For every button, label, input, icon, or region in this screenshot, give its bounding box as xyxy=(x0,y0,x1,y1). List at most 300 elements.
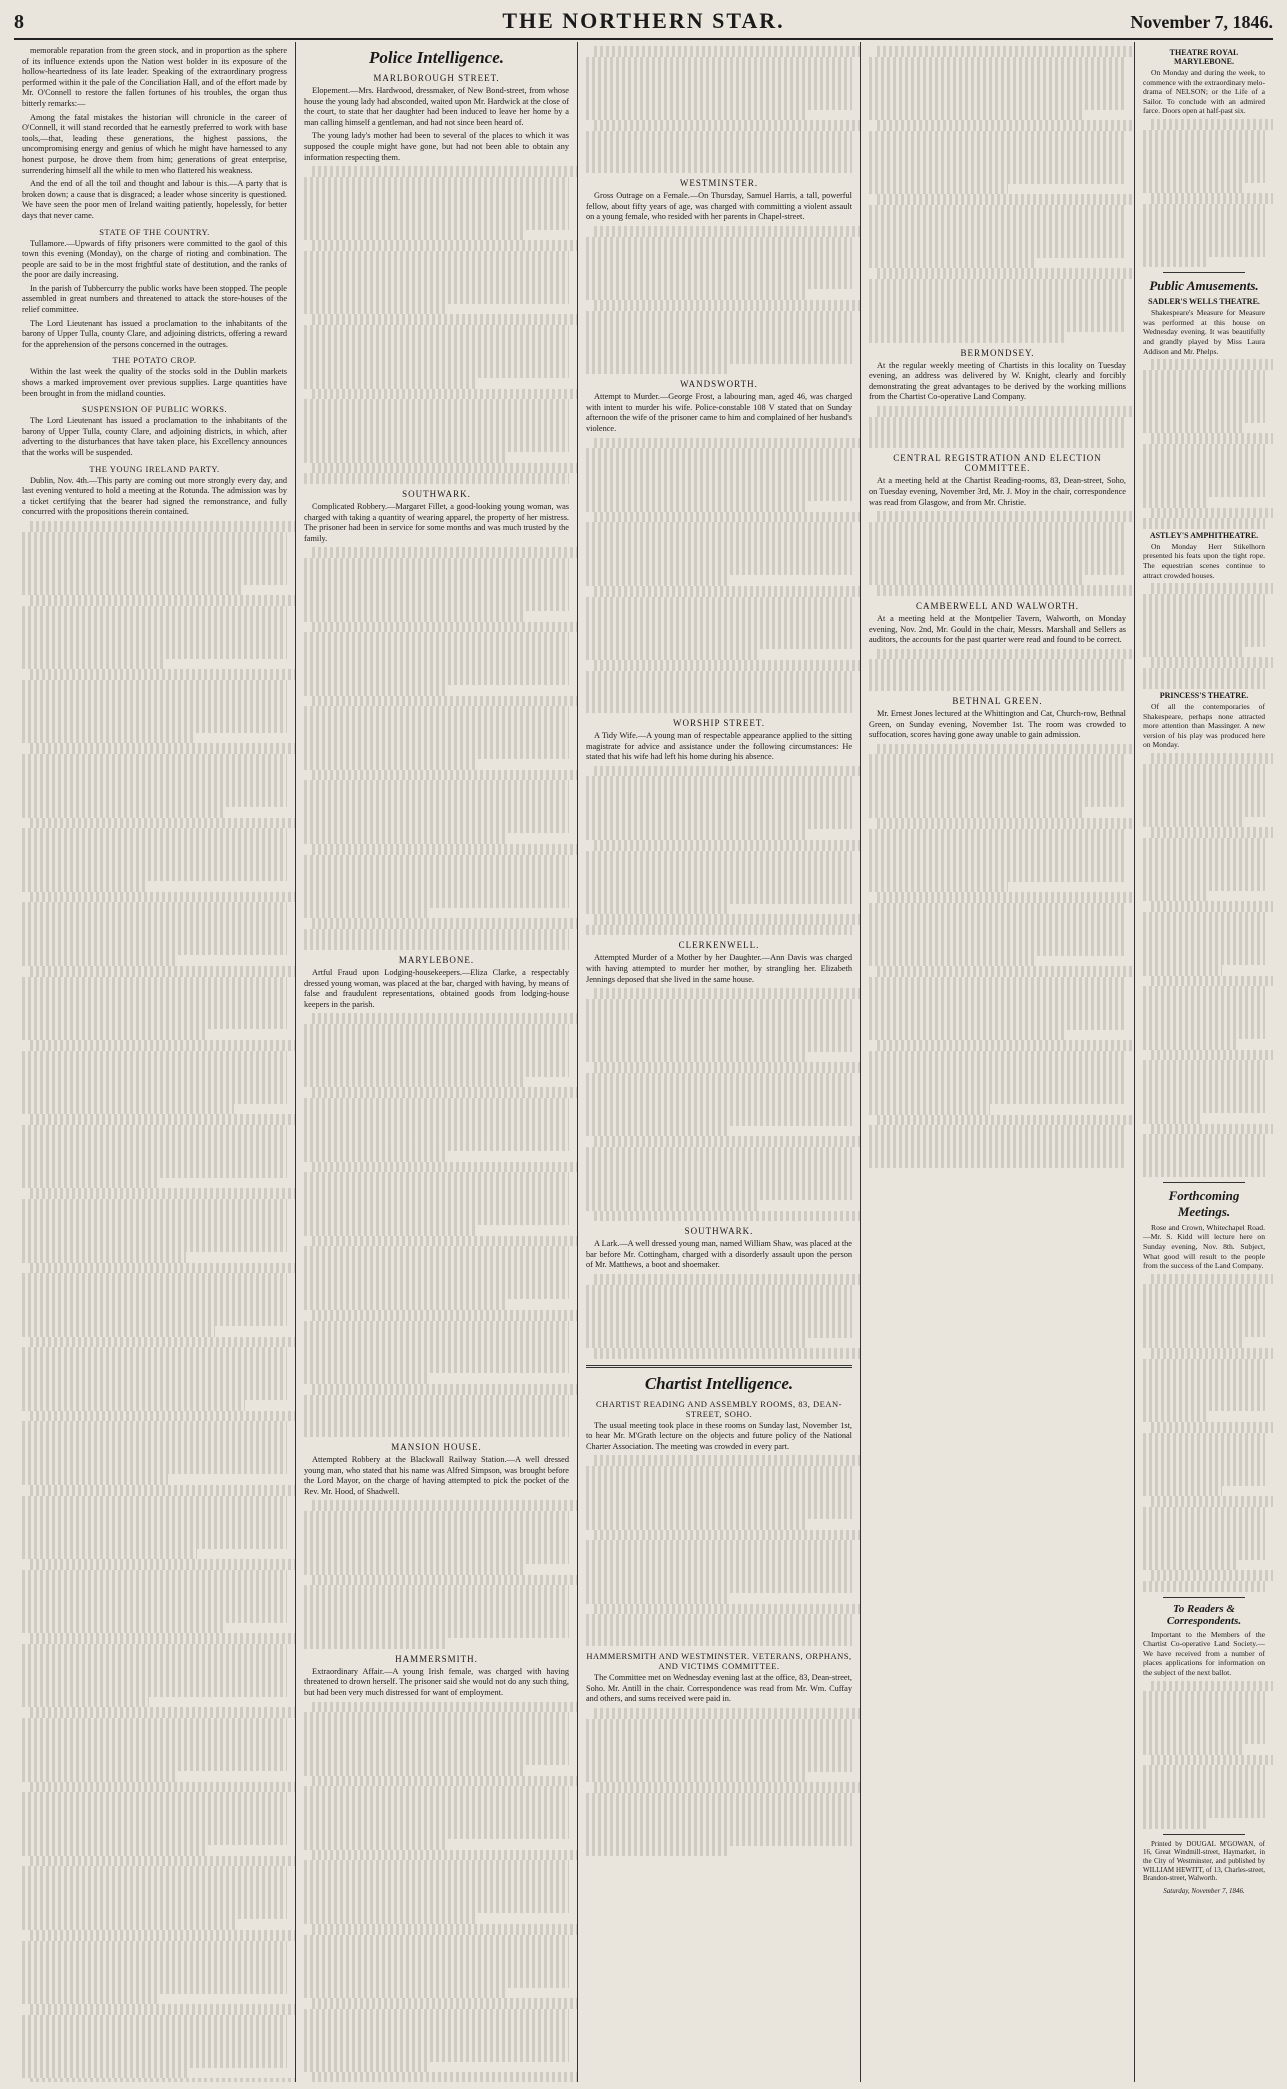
text-line xyxy=(22,977,287,988)
text-line xyxy=(586,342,852,353)
text-line xyxy=(304,1289,569,1300)
text-line xyxy=(304,1109,569,1120)
dense-text-block xyxy=(869,46,1126,343)
text-line xyxy=(304,1754,569,1765)
text-line xyxy=(869,279,1126,290)
text-line xyxy=(22,1919,237,1930)
article-paragraph: Among the fatal mistakes the historian will chronicle in the career of O'Connell, it will stand recorded that he earnestly preferred to work with base tools,—that, leading these generations, the highest passions, the uncompromising energy and genius of which he might have harnessed to any honest purpose, he drove them from him; generations of great enterprise, surrendering himself all the while to men who flattered his weakness. xyxy=(22,112,287,175)
text-line xyxy=(304,230,524,241)
text-line xyxy=(304,759,476,770)
text-line xyxy=(312,918,577,929)
text-line xyxy=(1143,944,1265,955)
dense-text-block xyxy=(1143,753,1265,1177)
text-line xyxy=(594,438,860,449)
text-line xyxy=(30,1633,295,1644)
text-line xyxy=(869,226,1126,237)
text-line xyxy=(1143,391,1265,402)
text-line xyxy=(22,1252,186,1263)
section-heading: SUSPENSION OF PUBLIC WORKS. xyxy=(81,404,228,415)
text-line xyxy=(869,532,1126,543)
text-line xyxy=(877,511,1134,522)
article-paragraph: Tullamore.—Upwards of fifty prisoners were committed to the gaol of this town this evening (Monday), on the charge of rioting and combination. The people are said to be in the most frightful state of destitution, and the ranks of the poor are daily increasing. xyxy=(22,238,287,280)
text-line xyxy=(304,1628,569,1639)
text-line xyxy=(22,1760,287,1771)
text-line xyxy=(869,913,1126,924)
text-line xyxy=(586,459,852,470)
text-line xyxy=(877,744,1134,755)
text-line xyxy=(1143,1327,1265,1338)
text-line xyxy=(22,1294,287,1305)
text-line xyxy=(304,1416,569,1427)
text-line xyxy=(1143,1443,1265,1454)
text-line xyxy=(312,622,577,633)
text-line xyxy=(586,522,852,533)
text-line xyxy=(586,268,852,279)
text-line xyxy=(22,1951,287,1962)
text-line xyxy=(1143,1411,1209,1422)
text-line xyxy=(586,925,852,936)
text-line xyxy=(869,1030,1064,1041)
text-line xyxy=(304,1617,569,1628)
text-line xyxy=(586,702,852,713)
text-line xyxy=(1143,986,1265,997)
imprint-date: Saturday, November 7, 1846. xyxy=(1163,1886,1245,1895)
text-line xyxy=(1143,1306,1265,1317)
text-line xyxy=(1143,1390,1265,1401)
dense-text-block xyxy=(869,406,1126,448)
text-line xyxy=(594,1274,860,1285)
text-line xyxy=(869,1093,1126,1104)
text-line xyxy=(22,1464,287,1475)
text-line xyxy=(594,226,860,237)
text-line xyxy=(22,1686,287,1697)
text-line xyxy=(22,1771,178,1782)
text-line xyxy=(304,727,569,738)
text-line xyxy=(869,184,1008,195)
public-amusements-heading: Public Amusements. xyxy=(1149,278,1259,294)
text-line xyxy=(594,1604,860,1615)
text-line xyxy=(304,1882,569,1893)
text-line xyxy=(1143,636,1265,647)
text-line xyxy=(304,1966,569,1977)
text-line xyxy=(1143,412,1265,423)
text-line xyxy=(586,332,852,343)
text-line xyxy=(1143,1401,1265,1412)
text-line xyxy=(312,1013,577,1024)
text-line xyxy=(22,1517,287,1528)
text-line xyxy=(304,1395,569,1406)
text-line xyxy=(586,1306,852,1317)
text-line xyxy=(22,1326,215,1337)
text-line xyxy=(586,1338,807,1349)
text-line xyxy=(304,611,524,622)
article-paragraph: A Lark.—A well dressed young man, named William Shaw, was placed at the bar before Mr. Cottingham, charged with a disorderly assault upon the person of Mr. Matthews, a boot and shoemaker. xyxy=(586,1239,852,1270)
text-line xyxy=(869,829,1126,840)
text-line xyxy=(1143,1007,1265,1018)
text-line xyxy=(586,1508,852,1519)
divider xyxy=(1163,272,1245,273)
text-line xyxy=(1151,359,1273,370)
text-line xyxy=(304,1024,569,1035)
text-line xyxy=(1143,1797,1265,1808)
dense-text-block xyxy=(869,649,1126,691)
text-line xyxy=(22,1368,287,1379)
text-line xyxy=(877,649,1134,660)
text-line xyxy=(1151,508,1273,519)
text-line xyxy=(1143,1359,1265,1370)
text-line xyxy=(30,1263,295,1274)
divider xyxy=(1163,1182,1245,1183)
text-line xyxy=(304,209,569,220)
text-line xyxy=(586,1083,852,1094)
article-paragraph: At the regular weekly meeting of Chartists in this locality on Tuesday evening, an address was delivered by W. Knight, clearly and forcibly demonstrating the great advantages to be derived by the working millions from the Chartist Co-operative Land Company. xyxy=(869,360,1126,402)
text-line xyxy=(594,1782,860,1793)
text-line xyxy=(304,1839,447,1850)
article-paragraph: Mr. Ernest Jones lectured at the Whittington and Cat, Church-row, Bethnal Green, on Sunday evening, November 1st. The room was crowded to suffocation, scores having gone away unable to gain admission. xyxy=(869,709,1126,740)
text-line xyxy=(869,321,1126,332)
text-line xyxy=(304,886,569,897)
text-line xyxy=(594,1062,860,1073)
text-line xyxy=(22,1909,287,1920)
text-line xyxy=(22,1390,287,1401)
text-line xyxy=(22,1813,287,1824)
chartist-intelligence-heading: Chartist Intelligence. xyxy=(644,1373,794,1393)
text-line xyxy=(304,1034,569,1045)
text-line xyxy=(1143,1018,1265,1029)
text-line xyxy=(586,1168,852,1179)
text-line xyxy=(586,1041,852,1052)
text-line xyxy=(304,1321,569,1332)
section-heading: BETHNAL GREEN. xyxy=(952,696,1043,707)
text-line xyxy=(869,88,1126,99)
text-line xyxy=(22,1231,287,1242)
text-line xyxy=(1143,785,1265,796)
text-line xyxy=(1151,1570,1273,1581)
section-heading: BERMONDSEY. xyxy=(960,347,1035,358)
text-line xyxy=(1143,1316,1265,1327)
text-line xyxy=(1143,1691,1265,1702)
notice-paragraph: Rose and Crown, Whitechapel Road.—Mr. S. Kidd will lecture here on Sunday evening, Nov. 8th. Subject, What good will result to the people from the success of the Land Company. xyxy=(1143,1222,1265,1271)
article-paragraph: And the end of all the toil and thought and labour is this.—A party that is broken down; a cause that is disgraced; a leader whose sincerity is questioned. We have seen the poor men of Ireland waiting patiently, hopelessly, for better days that never came. xyxy=(22,179,287,220)
text-line xyxy=(869,258,1036,269)
divider xyxy=(586,1365,852,1368)
text-line xyxy=(30,2078,295,2082)
text-line xyxy=(22,563,287,574)
text-line xyxy=(22,1072,287,1083)
text-line xyxy=(304,897,569,908)
text-line xyxy=(22,1527,287,1538)
text-line xyxy=(312,463,577,474)
text-line xyxy=(22,1718,287,1729)
text-line xyxy=(586,861,852,872)
article-paragraph: A Tidy Wife.—A young man of respectable appearance applied to the sitting magistrate for advice and assistance under the following circumstances: He stated that his wife had left his home during his absence. xyxy=(586,731,852,762)
text-line xyxy=(1151,583,1273,594)
dense-text-block xyxy=(304,166,569,484)
text-line xyxy=(877,892,1134,903)
text-line xyxy=(869,57,1126,68)
text-line xyxy=(586,1285,852,1296)
text-line xyxy=(304,420,569,431)
text-line xyxy=(22,849,287,860)
text-line xyxy=(586,110,807,121)
text-line xyxy=(304,1956,569,1967)
text-line xyxy=(304,780,569,791)
text-line xyxy=(304,336,569,347)
issue-date: November 7, 1846. xyxy=(1130,12,1273,32)
text-line xyxy=(1143,172,1265,183)
text-line xyxy=(586,607,852,618)
text-line xyxy=(869,1157,1126,1168)
text-line xyxy=(869,797,1126,808)
text-line xyxy=(1143,1295,1265,1306)
court-heading: MARLBOROUGH STREET. xyxy=(373,73,500,83)
text-line xyxy=(586,575,730,586)
text-line xyxy=(22,754,287,765)
text-line xyxy=(586,692,852,703)
text-line xyxy=(30,521,295,532)
text-line xyxy=(594,914,860,925)
text-line xyxy=(869,956,1036,967)
text-line xyxy=(304,1765,524,1776)
text-line xyxy=(22,606,287,617)
text-line xyxy=(22,1941,287,1952)
text-line xyxy=(586,1498,852,1509)
text-line xyxy=(594,660,860,671)
text-line xyxy=(1143,1039,1236,1050)
text-line xyxy=(304,304,447,315)
text-line xyxy=(304,865,569,876)
text-line xyxy=(22,1178,157,1189)
text-line xyxy=(22,1994,160,2005)
text-line xyxy=(586,1052,807,1063)
text-line xyxy=(586,618,852,629)
text-line xyxy=(22,1570,287,1581)
text-line xyxy=(304,643,569,654)
columns xyxy=(14,42,1273,2082)
text-line xyxy=(22,1835,287,1846)
text-line xyxy=(869,807,1082,818)
text-line xyxy=(22,1421,287,1432)
text-line xyxy=(1143,130,1265,141)
text-line xyxy=(304,262,569,273)
text-line xyxy=(869,575,1082,586)
text-line xyxy=(1143,161,1265,172)
text-line xyxy=(586,67,852,78)
text-line xyxy=(1143,1028,1265,1039)
text-line xyxy=(869,1062,1126,1073)
section-heading: CENTRAL REGISTRATION AND ELECTION COMMITTEE. xyxy=(893,453,1102,474)
text-line xyxy=(586,88,852,99)
text-line xyxy=(586,247,852,258)
text-line xyxy=(22,945,287,956)
text-line xyxy=(869,290,1126,301)
text-line xyxy=(869,1136,1126,1147)
text-line xyxy=(1143,518,1265,529)
text-line xyxy=(22,1602,287,1613)
text-line xyxy=(586,1750,852,1761)
dense-text-block xyxy=(869,511,1126,596)
text-line xyxy=(304,293,569,304)
text-line xyxy=(586,1487,852,1498)
text-line xyxy=(304,431,569,442)
forthcoming-meetings-heading: Forthcoming Meetings. xyxy=(1168,1187,1240,1219)
text-line xyxy=(586,237,852,248)
text-line xyxy=(1151,753,1273,764)
text-line xyxy=(304,378,476,389)
text-line xyxy=(869,173,1126,184)
text-line xyxy=(304,1119,569,1130)
text-line xyxy=(22,860,287,871)
text-line xyxy=(869,871,1126,882)
text-line xyxy=(312,1087,577,1098)
text-line xyxy=(586,1200,759,1211)
text-line xyxy=(586,1561,852,1572)
text-line xyxy=(304,1151,447,1162)
text-line xyxy=(1143,497,1209,508)
text-line xyxy=(877,194,1134,205)
text-line xyxy=(586,131,852,142)
text-line xyxy=(877,46,1134,57)
text-line xyxy=(312,1500,577,1511)
text-line xyxy=(1143,1712,1265,1723)
text-line xyxy=(22,828,287,839)
text-line xyxy=(304,1405,569,1416)
text-line xyxy=(586,1477,852,1488)
text-line xyxy=(1143,1071,1265,1082)
text-line xyxy=(1143,402,1265,413)
text-line xyxy=(1143,380,1265,391)
text-line xyxy=(869,1009,1126,1020)
text-line xyxy=(30,1559,295,1570)
text-line xyxy=(30,1337,295,1348)
text-line xyxy=(22,1443,287,1454)
text-line xyxy=(22,1538,287,1549)
section-heading: STATE OF THE COUNTRY. xyxy=(99,226,210,237)
text-line xyxy=(304,1299,505,1310)
article-paragraph: Attempted Robbery at the Blackwall Railway Station.—A well dressed young man, who stated that his name was Alfred Simpson, was brought before the Lord Mayor, on the charge of having attempted to pick the pocket of the Rev. Mr. Hood, of Shadwell. xyxy=(304,1455,569,1496)
article-paragraph: Complicated Robbery.—Margaret Fillet, a good-looking young woman, was charged with taking a quantity of wearing apparel, the property of her mistress. The prisoner had been in service for some months and was much trusted by the family. xyxy=(304,501,569,543)
text-line xyxy=(22,1379,287,1390)
text-line xyxy=(586,999,852,1010)
text-line xyxy=(312,1236,577,1247)
text-line xyxy=(304,1818,569,1829)
text-line xyxy=(869,670,1126,681)
court-heading: SOUTHWARK. xyxy=(684,1226,754,1237)
dense-text-block xyxy=(22,521,287,2082)
text-line xyxy=(22,1877,287,1888)
text-line xyxy=(304,1860,569,1871)
text-line xyxy=(586,1551,852,1562)
text-line xyxy=(869,1125,1126,1136)
text-line xyxy=(22,2015,287,2026)
text-line xyxy=(1143,1517,1265,1528)
text-line xyxy=(586,311,852,322)
text-line xyxy=(586,649,759,660)
text-line xyxy=(586,1316,852,1327)
text-line xyxy=(304,855,569,866)
text-line xyxy=(304,1596,569,1607)
text-line xyxy=(304,1797,569,1808)
text-line xyxy=(304,399,569,410)
imprint: Printed by DOUGAL M'GOWAN, of 16, Great Windmill-street, Haymarket, in the City of Westminster, and published by WILLIAM HEWITT, of 13, Charles-street, Brandon-street, Walworth. xyxy=(1143,1839,1265,1883)
text-line xyxy=(1143,594,1265,605)
court-heading: WANDSWORTH. xyxy=(680,379,758,390)
text-line xyxy=(304,1511,569,1522)
text-line xyxy=(586,819,852,830)
text-line xyxy=(304,823,569,834)
text-line xyxy=(586,1583,852,1594)
column-5 xyxy=(1135,42,1273,2082)
text-line xyxy=(304,2062,429,2073)
text-line xyxy=(1151,1681,1273,1692)
text-line xyxy=(304,325,569,336)
text-line xyxy=(304,1098,569,1109)
text-line xyxy=(22,648,287,659)
text-line xyxy=(22,1358,287,1369)
text-line xyxy=(869,903,1126,914)
text-line xyxy=(304,1744,569,1755)
text-line xyxy=(312,770,577,781)
text-line xyxy=(22,1305,287,1316)
text-line xyxy=(30,1707,295,1718)
text-line xyxy=(22,1972,287,1983)
text-line xyxy=(304,685,447,696)
text-line xyxy=(1143,1369,1265,1380)
text-line xyxy=(304,1945,569,1956)
text-line xyxy=(1143,923,1265,934)
text-line xyxy=(586,1105,852,1116)
text-line xyxy=(594,1136,860,1147)
text-line xyxy=(1143,997,1265,1008)
text-line xyxy=(22,1792,287,1803)
text-line xyxy=(22,542,287,553)
dense-text-block xyxy=(304,1702,569,2083)
text-line xyxy=(304,2030,569,2041)
text-line xyxy=(586,1179,852,1190)
text-line xyxy=(586,1519,807,1530)
text-line xyxy=(304,1246,569,1257)
text-line xyxy=(1151,1422,1273,1433)
text-line xyxy=(312,1384,577,1395)
text-line xyxy=(1143,225,1265,236)
article-paragraph: At a meeting held at the Chartist Reading-rooms, 83, Dean-street, Soho, on Tuesday evening, November 3rd, Mr. J. Moy in the chair, correspondence was read from Glasgow, and from Mr. Christie. xyxy=(869,476,1126,507)
text-line xyxy=(1151,1124,1273,1135)
text-line xyxy=(304,1892,569,1903)
text-line xyxy=(304,1723,569,1734)
readers-correspondents-heading: To Readers & Correspondents. xyxy=(1166,1602,1242,1627)
text-line xyxy=(304,674,569,685)
text-line xyxy=(304,717,569,728)
text-line xyxy=(22,701,287,712)
text-line xyxy=(1151,827,1273,838)
text-line xyxy=(22,1093,287,1104)
text-line xyxy=(586,163,852,174)
text-line xyxy=(22,1739,287,1750)
text-line xyxy=(586,321,852,332)
text-line xyxy=(22,998,287,1009)
text-line xyxy=(304,908,429,919)
text-line xyxy=(586,1772,807,1783)
text-line xyxy=(1151,901,1273,912)
text-line xyxy=(1143,933,1265,944)
text-line xyxy=(1143,678,1265,689)
text-line xyxy=(304,1977,569,1988)
column-4 xyxy=(861,42,1135,2082)
text-line xyxy=(1143,1776,1265,1787)
text-line xyxy=(1143,795,1265,806)
text-line xyxy=(304,2041,569,2052)
text-line xyxy=(30,1040,295,1051)
